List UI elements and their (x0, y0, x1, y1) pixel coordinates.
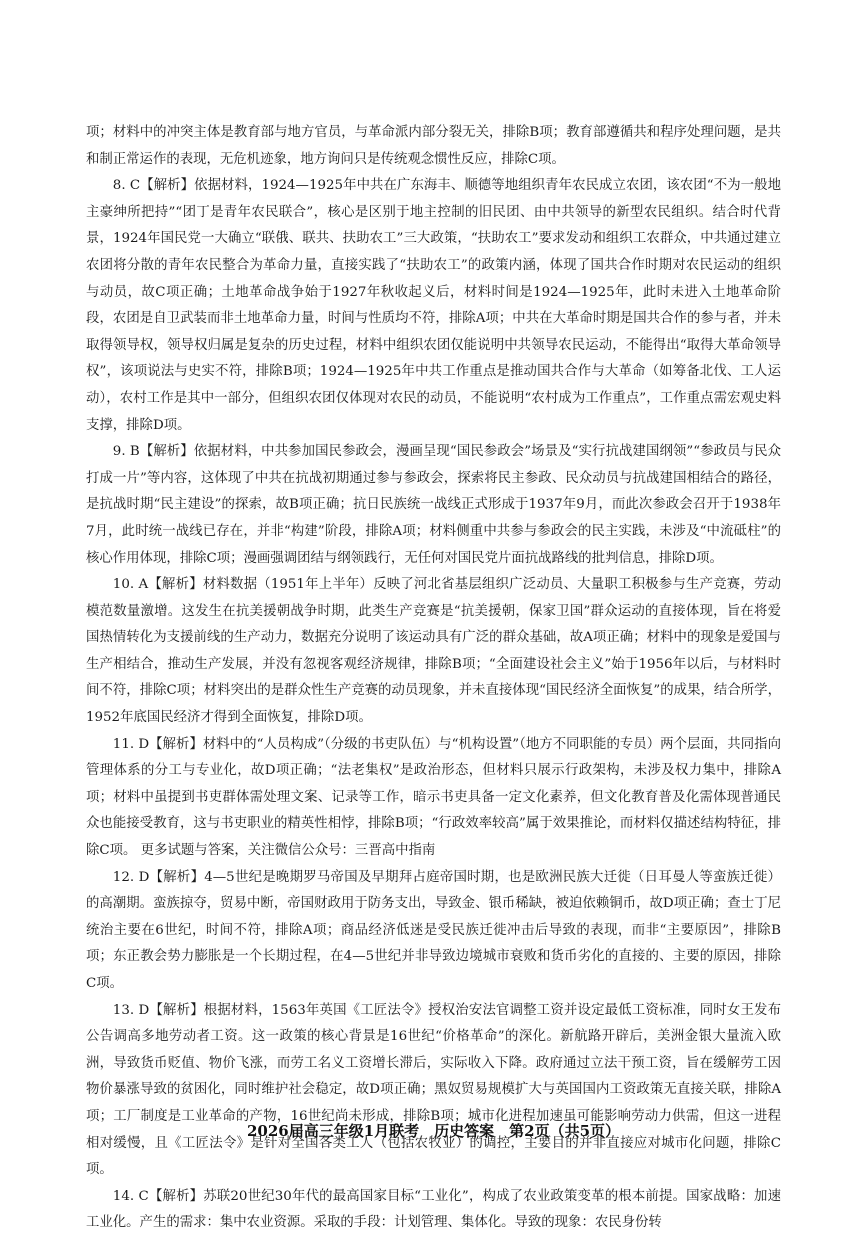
answer-9: 9. B【解析】依据材料，中共参加国民参政会，漫画呈现“国民参政会”场景及“实行抗战建国纲领”“参政员与民众打成一片”等内容，这体现了中共在抗战初期通过参与参政会，探索将民主参政、民众动员与抗战建国相结合的路径，是抗战时期“民主建设”的探索，故B项正确；抗日民族统一战线正式形成于1937年9月，而此次参政会召开于1938年7月，此时统一战线已存在，并非“构建”阶段，排除A项；材料侧重中共参与参政会的民主实践，未涉及“中流砥柱”的核心作用体现，排除C项；漫画强调团结与纲领践行，无任何对国民党片面抗战路线的批判信息，排除D项。 (86, 444, 781, 566)
answer-body (86, 120, 781, 1237)
answer-12: 12. D【解析】4—5世纪是晚期罗马帝国及早期拜占庭帝国时期，也是欧洲民族大迁徙（日耳曼人等蛮族迁徙）的高潮期。蛮族掠夺，贸易中断，帝国财政用于防务支出，导致金、银币稀缺，被迫依赖铜币，故D项正确；查士丁尼统治主要在6世纪，时间不符，排除A项；商品经济低迷是受民族迁徙冲击后导致的表现，而非“主要原因”，排除B项；东正教会势力膨胀是一个长期过程，在4—5世纪并非导致边境城市衰败和货币劣化的直接的、主要的原因，排除C项。 (86, 869, 781, 991)
answer-14: 14. C【解析】苏联20世纪30年代的最高国家目标“工业化”，构成了农业政策变革的根本前提。国家战略：加速工业化。产生的需求：集中农业资源。采取的手段：计划管理、集体化。导致的现象：农民身份转 (86, 1188, 781, 1231)
page-footer: 2026届高三年级1月联考 历史答案 第2页（共5页） (246, 1122, 621, 1140)
paragraph-continuation: 项；材料中的冲突主体是教育部与地方官员，与革命派内部分裂无关，排除B项；教育部遵循共和程序处理问题，是共和制正常运作的表现，无危机迹象，地方询问只是传统观念惯性反应，排除C项。 (86, 125, 781, 167)
answer-11: 11. D【解析】材料中的“人员构成”（分级的书吏队伍）与“机构设置”（地方不同职能的专员）两个层面，共同指向管理体系的分工与专业化，故D项正确；“法老集权”是政治形态，但材料只展示行政架构，未涉及权力集中，排除A项；材料中虽提到书吏群体需处理文案、记录等工作，暗示书吏具备一定文化素养，但文化教育普及化需体现普通民众也能接受教育，这与书吏职业的精英性相悖，排除B项；“行政效率较高”属于效果推论，而材料仅描述结构特征，排除C项。 更多试题与答案，关注微信公众号：三晋高中指南 (86, 736, 781, 859)
answer-13: 13. D【解析】根据材料，1563年英国《工匠法令》授权治安法官调整工资并设定最低工资标准，同时女王发布公告调高多地劳动者工资。这一政策的核心背景是16世纪“价格革命”的深化。新航路开辟后，美洲金银大量流入欧洲，导致货币贬值、物价飞涨，而劳工名义工资增长滞后，实际收入下降。政府通过立法干预工资，旨在缓解劳工因物价暴涨导致的贫困化，同时维护社会稳定，故D项正确；黑奴贸易规模扩大与英国国内工资政策无直接关联，排除A项；工厂制度是工业革命的产物，16世纪尚未形成，排除B项；城市化进程加速虽可能影响劳动力供需，但这一进程相对缓慢，且《工匠法令》是针对全国各类工人（包括农牧业）的调控，主要目的并非直接应对城市化问题，排除C项。 (86, 1002, 781, 1178)
answer-8: 8. C【解析】依据材料，1924—1925年中共在广东海丰、顺德等地组织青年农民成立农团，该农团“不为一般地主豪绅所把持”“团丁是青年农民联合”，核心是区别于地主控制的旧民团、由中共领导的新型农民组织。结合时代背景，1924年国民党一大确立“联俄、联共、扶助农工”三大政策，“扶助农工”要求发动和组织工农群众，中共通过建立农团将分散的青年农民整合为革命力量，直接实践了“扶助农工”的政策内涵，体现了国共合作时期对农民运动的组织与动员，故C项正确；土地革命战争始于1927年秋收起义后，材料时间是1924—1925年，此时未进入土地革命阶段，农团是自卫武装而非土地革命力量，时间与性质均不符，排除A项；中共在大革命时期是国共合作的参与者，并未取得领导权，领导权归属是复杂的历史过程，材料中组织农团仅能说明中共领导农民运动，不能得出“取得大革命领导权”，该项说法与史实不符，排除B项；1924—1925年中共工作重点是推动国共合作与大革命（如筹备北伐、工人运动），农村工作是其中一部分，但组织农团仅体现对农民的动员，不能说明“农村成为工作重点”，工作重点需宏观史料支撑，排除D项。 (86, 178, 781, 433)
answer-10: 10. A【解析】材料数据（1951年上半年）反映了河北省基层组织广泛动员、大量职工积极参与生产竞赛，劳动模范数量激增。这发生在抗美援朝战争时期，此类生产竞赛是“抗美援朝，保家卫国”群众运动的直接体现，旨在将爱国热情转化为支援前线的生产动力，数据充分说明了该运动具有广泛的群众基础，故A项正确；材料中的现象是爱国与生产相结合，推动生产发展，并没有忽视客观经济规律，排除B项；“全面建设社会主义”始于1956年以后，与材料时间不符，排除C项；材料突出的是群众性生产竞赛的动员现象，并未直接体现“国民经济全面恢复”的成果，结合所学，1952年底国民经济才得到全面恢复，排除D项。 (86, 577, 781, 726)
